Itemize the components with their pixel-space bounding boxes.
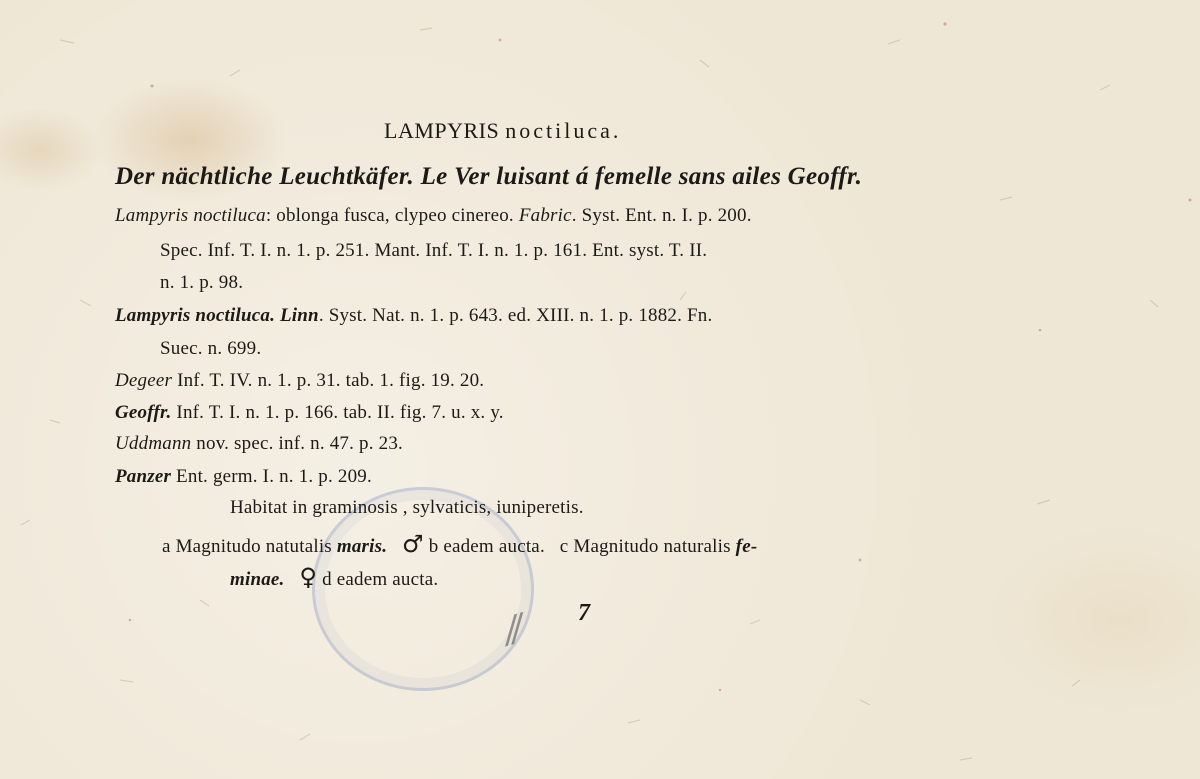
reference-text: . Syst. Ent. n. I. p. 200. bbox=[571, 205, 752, 226]
reference-author: Lampyris noctiluca bbox=[115, 205, 266, 226]
reference-line bbox=[115, 370, 484, 392]
reference-text: . Syst. Nat. n. 1. p. 643. ed. XIII. n. 1. p. 1882. Fn. bbox=[318, 305, 713, 326]
legend-a-italic: maris. bbox=[336, 536, 388, 557]
page-subtitle: Der nächtliche Leuchtkäfer. Le Ver luisant á femelle sans ailes Geoffr. bbox=[115, 163, 863, 190]
page-number: 7 bbox=[578, 600, 590, 626]
page-title bbox=[384, 118, 621, 144]
reference-text: Inf. T. I. n. 1. p. 166. tab. II. fig. 7. u. x. y. bbox=[171, 402, 504, 423]
male-symbol-icon: ♂ bbox=[402, 530, 424, 558]
reference-author: Linn bbox=[279, 305, 319, 326]
legend-a: a Magnitudo natutalis bbox=[162, 536, 332, 557]
legend-c-italic-cont: minae. bbox=[230, 569, 285, 590]
legend-line-2 bbox=[230, 563, 438, 591]
legend-c-italic: fe- bbox=[735, 536, 758, 557]
reference-line bbox=[115, 205, 752, 227]
reference-line bbox=[115, 305, 712, 327]
reference-text: nov. spec. inf. n. 47. p. 23. bbox=[191, 433, 403, 454]
legend-b: b eadem aucta. bbox=[428, 536, 545, 557]
reference-text: : oblonga fusca, clypeo cinereo. bbox=[265, 205, 514, 226]
title-species: noctiluca. bbox=[505, 118, 622, 143]
reference-author: Geoffr. bbox=[115, 402, 172, 423]
legend-line-1 bbox=[162, 530, 757, 558]
reference-author: Panzer bbox=[115, 466, 172, 487]
legend-d: d eadem aucta. bbox=[322, 569, 439, 590]
female-symbol-icon: ♀ bbox=[299, 563, 318, 591]
reference-line bbox=[115, 433, 403, 455]
reference-line: n. 1. p. 98. bbox=[160, 272, 244, 293]
reference-author: Lampyris noctiluca. bbox=[115, 305, 276, 326]
reference-author: Degeer bbox=[115, 370, 173, 391]
legend-c: c Magnitudo naturalis bbox=[559, 536, 731, 557]
habitat-text: Habitat in graminosis , sylvaticis, iuniperetis. bbox=[230, 497, 584, 518]
reference-text: Ent. germ. I. n. 1. p. 209. bbox=[171, 466, 372, 487]
reference-line bbox=[115, 466, 372, 488]
reference-author: Fabric bbox=[518, 205, 572, 226]
reference-line bbox=[115, 402, 504, 424]
reference-line: Spec. Inf. T. I. n. 1. p. 251. Mant. Inf. T. I. n. 1. p. 161. Ent. syst. T. II. bbox=[160, 240, 708, 261]
reference-line: Suec. n. 699. bbox=[160, 338, 262, 359]
reference-text: Inf. T. IV. n. 1. p. 31. tab. 1. fig. 19. 20. bbox=[172, 370, 485, 391]
ink-mark: ⁄⁄ bbox=[502, 607, 527, 653]
reference-author: Uddmann bbox=[115, 433, 192, 454]
title-genus: LAMPYRIS bbox=[384, 118, 500, 143]
